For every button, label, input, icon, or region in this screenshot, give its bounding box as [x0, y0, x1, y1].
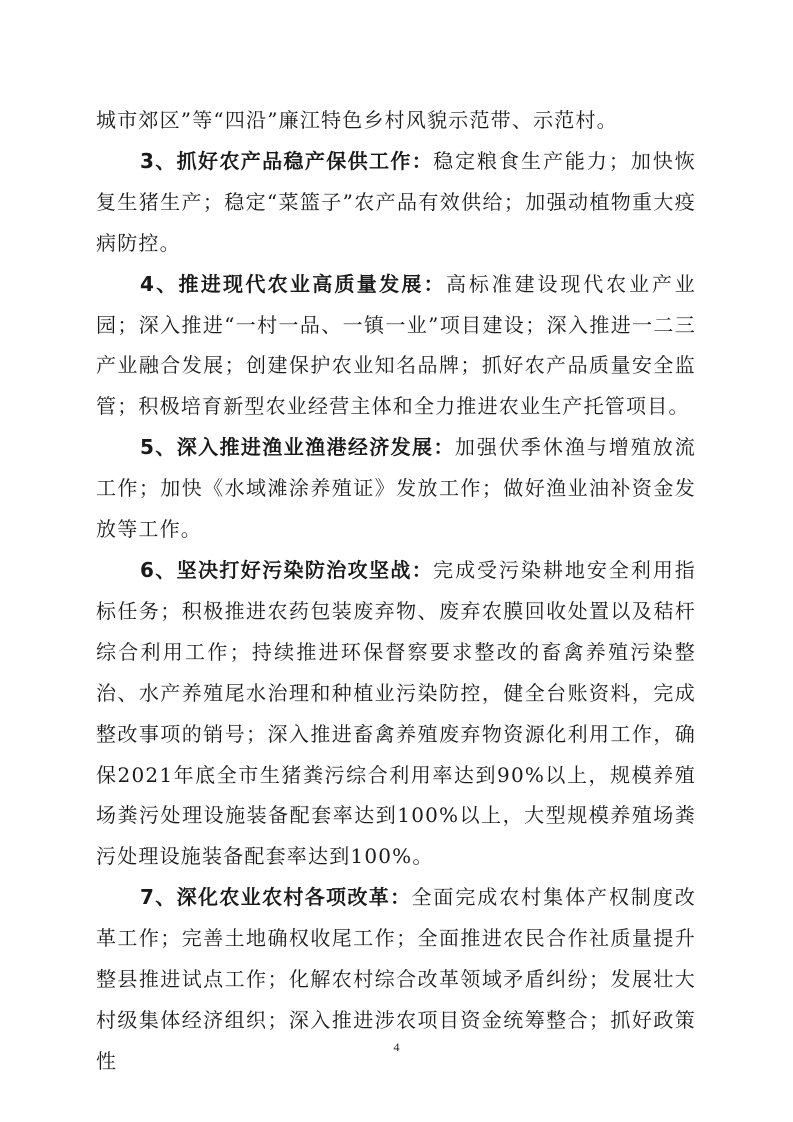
- paragraph-text: 加强伏季休渔与增殖放流工作；加快《水域滩涂养殖证》发放工作；做好渔业油补资金发放等工作。: [96, 435, 696, 542]
- paragraph-heading: 6、坚决打好污染防治攻坚战：: [140, 557, 434, 582]
- paragraph-5: [96, 427, 696, 550]
- paragraph-text: 城市郊区”等“四沿”廉江特色乡村风貌示范带、示范村。: [96, 108, 618, 132]
- paragraph-continuation: [96, 100, 696, 141]
- paragraph-3: [96, 141, 696, 264]
- page-number: 4: [393, 1040, 400, 1054]
- paragraph-heading: 5、深入推进渔业渔港经济发展：: [140, 435, 455, 460]
- paragraph-heading: 3、抓好农产品稳产保供工作：: [140, 148, 434, 173]
- document-body: [96, 100, 696, 1082]
- paragraph-heading: 7、深化农业农村各项改革：: [140, 885, 412, 910]
- paragraph-4: [96, 264, 696, 428]
- paragraph-text: 完成受污染耕地安全利用指标任务；积极推进农药包装废弃物、废弃农膜回收处置以及秸杆综合利用工作；持续推进环保督察要求整改的畜禽养殖污染整治、水产养殖尾水治理和种植业污染防控，健全台账资料，完成整改事项的销号；深入推进畜禽养殖废弃物资源化利用工作，确保2021年底全市生猪粪污综合利用率达到90%以上，规模养殖场粪污处理设施装备配套率达到100%以上，大型规模养殖场粪污处理设施装备配套率达到100%。: [96, 557, 696, 869]
- paragraph-text: 稳定粮食生产能力；加快恢复生猪生产；稳定“菜篮子”农产品有效供给；加强动植物重大疫病防控。: [96, 148, 696, 255]
- paragraph-text: 全面完成农村集体产权制度改革工作；完善土地确权收尾工作；全面推进农民合作社质量提升整县推进试点工作；化解农村综合改革领域矛盾纠纷；发展壮大村级集体经济组织；深入推进涉农项目资金统筹整合；抓好政策性: [96, 885, 696, 1073]
- paragraph-6: [96, 550, 696, 877]
- paragraph-heading: 4、推进现代农业高质量发展：: [140, 271, 446, 296]
- paragraph-text: 高标准建设现代农业产业园；深入推进“一村一品、一镇一业”项目建设；深入推进一二三产业融合发展；创建保护农业知名品牌；抓好农产品质量安全监管；积极培育新型农业经营主体和全力推进农业生产托管项目。: [96, 271, 696, 419]
